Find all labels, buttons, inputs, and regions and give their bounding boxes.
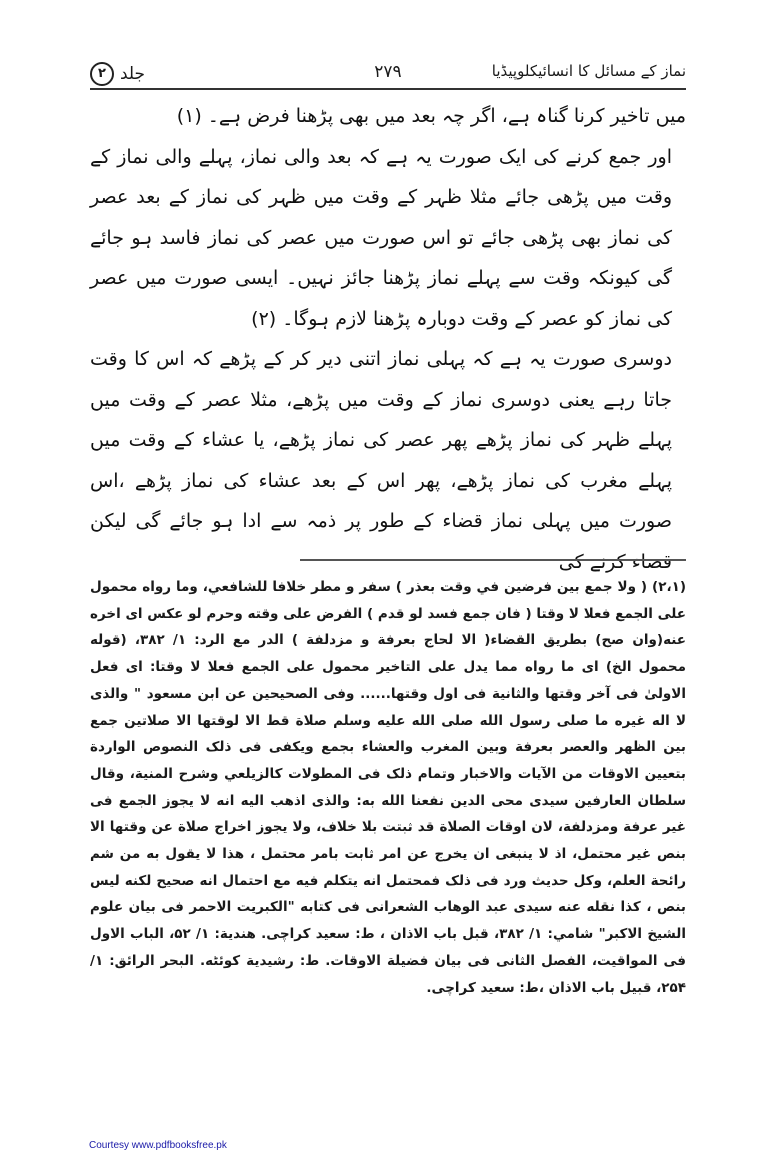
footnote-text: (۲،۱) ( ولا جمع بين فرضين في وقت بعذر ) سفر و مطر خلافا للشافعي، وما رواه محمول على الجمع فعلا لا وقتا ( فان جمع فسد لو قدم ) الفرض على وقته وحرم لو عكس اى اخره عنه(وان صح) بطريق القضاء( الا لحاج بعرفة و مزدلفة ) الدر مع الرد: ۱/ ۳۸۲، (قوله محمول الخ) اى ما رواه مما يدل على التاخير محمول على الجمع فعلا لا وقتا: اى فعل الاولىٰ فى آخر وقتها والثانية فى اول وقتها...... وفى الصحيحين عن ابن مسعود " والذى لا اله غيره ما صلى رسول الله صلى الله عليه وسلم صلاة قط الا لوقتها الا صلاتين جمع بين الظهر والعصر بعرفة وبين المغرب والعشاء بجمع ويكفى فى ذلک النصوص الواردة بتعيين الاوقات من الآيات والاخبار وتمام ذلک فى المطولات كالزيلعي وشرح المنية، وقال سلطان العارفين سيدى محى الدين نفعنا الله به: والذى اذهب اليه انه لا يجوز الجمع فى غير عرفة ومزدلفة، لان اوقات الصلاة قد ثبتت بلا خلاف، ولا يجوز اخراج صلاة عن وقتها الا بنص غير محتمل، اذ لا ينبغى ان يخرج عن امر ثابت بامر محتمل ، هذا لا يقول به من شم رائحة العلم، وكل حديث ورد فى ذلک فمحتمل انه يتكلم فيه مع احتمال انه صحيح لكنه ليس بنص ، كذا نقله عنه سيدى عبد الوهاب الشعرانى فى كتابه "الكبريت الاحمر فى بيان علوم الشيخ الاكبر" شامي: ۱/ ۳۸۲، قبل باب الاذان ، ط: سعيد كراچى. هندية: ۱/ ۵۲، الباب الاول فى المواقيت، الفصل الثانى فى بيان فضيلة الاوقات. ط: رشيدية كوئٹه. البحر الرائق: ۱/ ۲۵۴، قبيل باب الاذان ،ط: سعيد كراچى. xyxy=(90,579,686,996)
book-page xyxy=(90,0,686,1160)
paragraph-second-method: دوسری صورت یہ ہے کہ پہلی نماز اتنی دیر کر کے پڑھے کہ اس کا وقت جاتا رہے یعنی دوسری نماز کے وقت میں پڑھے، مثلا عصر کے وقت میں پہلے ظہر کی نماز پڑھے پھر عصر کی نماز پڑھے، یا عشاء کے وقت میں پہلے مغرب کی نماز پڑھے، پھر اس کے بعد عشاء کی نماز پڑھے ،اس صورت میں پہلی نماز قضاء کے طور پر ذمہ سے ادا ہو جائے گی لیکن قضاء کرنے کی xyxy=(90,348,672,573)
page-number: ۲۷۹ xyxy=(374,62,402,82)
footnotes xyxy=(90,574,686,1001)
main-body xyxy=(90,96,686,582)
header-divider xyxy=(90,88,686,90)
courtesy-link[interactable]: Courtesy www.pdfbooksfree.pk xyxy=(89,1140,227,1151)
paragraph-first-method: اور جمع کرنے کی ایک صورت یہ ہے کہ بعد والی نماز، پہلے والی نماز کے وقت میں پڑھی جائے مثلا ظہر کے وقت میں ظہر کی نماز کے بعد عصر کی نماز بھی پڑھی جائے تو اس صورت میں عصر کی نماز فاسد ہو جائے گی کیونکہ وقت سے پہلے نماز پڑھنا جائز نہیں۔ ایسی صورت میں عصر کی نماز کو عصر کے وقت دوبارہ پڑھنا لازم ہوگا۔ (۲) xyxy=(90,145,672,330)
paragraph-continuation: میں تاخیر کرنا گناہ ہے، اگر چہ بعد میں بھی پڑھنا فرض ہے۔ (۱) xyxy=(176,105,686,127)
running-header xyxy=(90,60,686,88)
volume-label: جلد xyxy=(120,64,146,84)
volume-number-badge: ۲ xyxy=(90,62,114,86)
footnote-divider xyxy=(300,559,686,561)
book-title: نماز کے مسائل کا انسائیکلوپیڈیا xyxy=(491,62,686,80)
